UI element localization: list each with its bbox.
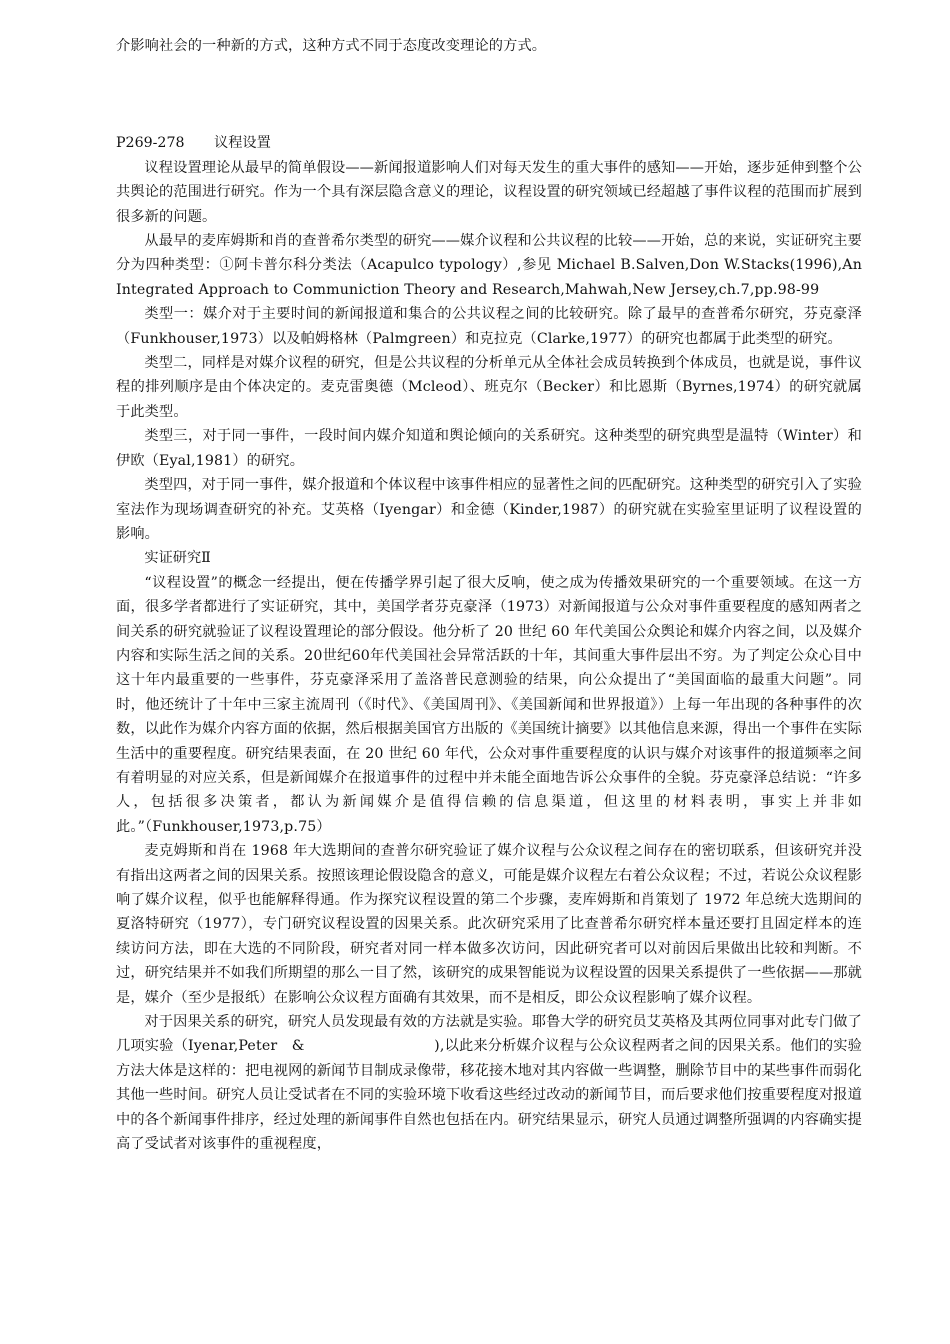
paragraph-experiments: 对于因果关系的研究，研究人员发现最有效的方法就是实验。耶鲁大学的研究员艾英格及其两位同事对此专门做了几项实验（Iyenar,Peter & ),以此来分析媒介议程与公众议程两者之间的因果关系。他们的实验方法大体是这样的：把电视网的新闻节目制成录像带，移花接木地对其内容做一些调整，删除节目中的某些事件而弱化其他一些时间。研究人员让受试者在不同的实验环境下收看这些经过改动的新闻节目，而后要求他们按重要程度对报道中的各个新闻事件排序，经过处理的新闻事件自然也包括在内。研究结果显示，研究人员通过调整所强调的内容确实提高了受试者对该事件的重视程度， xyxy=(116,1014,862,1153)
paragraph-charlotte-study: 麦克姆斯和肖在 1968 年大选期间的查普尔研究验证了媒介议程与公众议程之间存在的密切联系，但该研究并没有指出这两者之间的因果关系。按照该理论假设隐含的意义，可能是媒介议程左右着公众议程；不过，若说公众议程影响了媒介议程，似乎也能解释得通。作为探究议程设置的第二个步骤，麦库姆斯和肖策划了 1972 年总统大选期间的夏洛特研究（1977），专门研究议程设置的因果关系。此次研究采用了比查普希尔研究样本量还要打且固定样本的连续访问方法，即在大选的不同阶段，研究者对同一样本做多次访问，因此研究者可以对前因后果做出比较和判断。不过，研究结果并不如我们所期望的那么一目了然，该研究的成果智能说为议程设置的因果关系提供了一些依据——那就是，媒介（至少是报纸）在影响公众议程方面确有其效果，而不是相反，即公众议程影响了媒介议程。 xyxy=(116,843,862,1006)
paragraph-intro: 议程设置理论从最早的简单假设——新闻报道影响人们对每天发生的重大事件的感知——开始，逐步延伸到整个公共舆论的范围进行研究。作为一个具有深层隐含意义的理论，议程设置的研究领域已经超越了事件议程的范围而扩展到很多新的问题。 xyxy=(116,159,862,225)
section-page-range: P269-278 xyxy=(116,135,185,152)
section-heading xyxy=(116,131,862,155)
lead-line: 介影响社会的一种新的方式，这种方式不同于态度改变理论的方式。 xyxy=(116,38,547,54)
paragraph-funkhouser: “议程设置”的概念一经提出，便在传播学界引起了很大反响，使之成为传播效果研究的一个重要领域。在这一方面，很多学者都进行了实证研究，其中，美国学者芬克豪泽（1973）对新闻报道与公众对事件重要程度的感知两者之间关系的研究就验证了议程设置理论的部分假设。他分析了 20 世纪 60 年代美国公众舆论和媒介内容之间，以及媒介内容和实际生活之间的关系。20世纪60年代美国社会异常活跃的十年，其间重大事件层出不穷。为了判定公众心目中这十年内最重要的一些事件，芬克豪泽采用了盖洛普民意测验的结果，向公众提出了“美国面临的最重大问题”。同时，他还统计了十年中三家主流周刊（《时代》、《美国周刊》、《美国新闻和世界报道》）上每一年出现的各种事件的次数，以此作为媒介内容方面的依据，然后根据美国官方出版的《美国统计摘要》以其他信息来源，得出一个事件在实际生活中的重要程度。研究结果表面，在 20 世纪 60 年代，公众对事件重要程度的认识与媒介对该事件的报道频率之间有着明显的对应关系，但是新闻媒介在报道事件的过程中并未能全面地告诉公众事件的全貌。芬克豪泽总结说：“许多人，包括很多决策者，都认为新闻媒介是值得信赖的信息渠道，但这里的材料表明，事实上并非如此。”（Funkhouser,1973,p.75） xyxy=(116,574,862,835)
paragraph-type-2: 类型二，同样是对媒介议程的研究，但是公共议程的分析单元从全体社会成员转换到个体成员，也就是说，事件议程的排列顺序是由个体决定的。麦克雷奥德（Mcleod）、班克尔（Becker）和比恩斯（Byrnes,1974）的研究就属于此类型。 xyxy=(116,355,862,420)
paragraph-type-1: 类型一：媒介对于主要时间的新闻报道和集合的公共议程之间的比较研究。除了最早的查普希尔研究，芬克豪泽（Funkhouser,1973）以及帕姆格林（Palmgreen）和克拉克（Clarke,1977）的研究也都属于此类型的研究。 xyxy=(116,306,862,347)
section-gap xyxy=(116,58,862,131)
document-page xyxy=(116,34,862,1156)
section-title: 议程设置 xyxy=(214,135,271,152)
paragraph-type-3: 类型三，对于同一事件，一段时间内媒介知道和舆论倾向的关系研究。这种类型的研究典型是温特（Winter）和伊欧（Eyal,1981）的研究。 xyxy=(116,428,862,469)
paragraph-types-overview: 从最早的麦库姆斯和肖的查普希尔类型的研究——媒介议程和公共议程的比较——开始，总的来说，实证研究主要分为四种类型：①阿卡普尔科分类法（Acapulco typology）,参见 Michael B.Salven,Don W.Stacks(1996),An Integrated Approach to Communiction Theory and Research,Mahwah,New Jersey,ch.7,pp.98-99 xyxy=(116,233,862,298)
paragraph-type-4: 类型四，对于同一事件，媒介报道和个体议程中该事件相应的显著性之间的匹配研究。这种类型的研究引入了实验室法作为现场调查研究的补充。艾英格（Iyengar）和金德（Kinder,1987）的研究就在实验室里证明了议程设置的影响。 xyxy=(116,477,862,542)
subheading-empirical-research: 实证研究Ⅱ xyxy=(144,550,211,567)
